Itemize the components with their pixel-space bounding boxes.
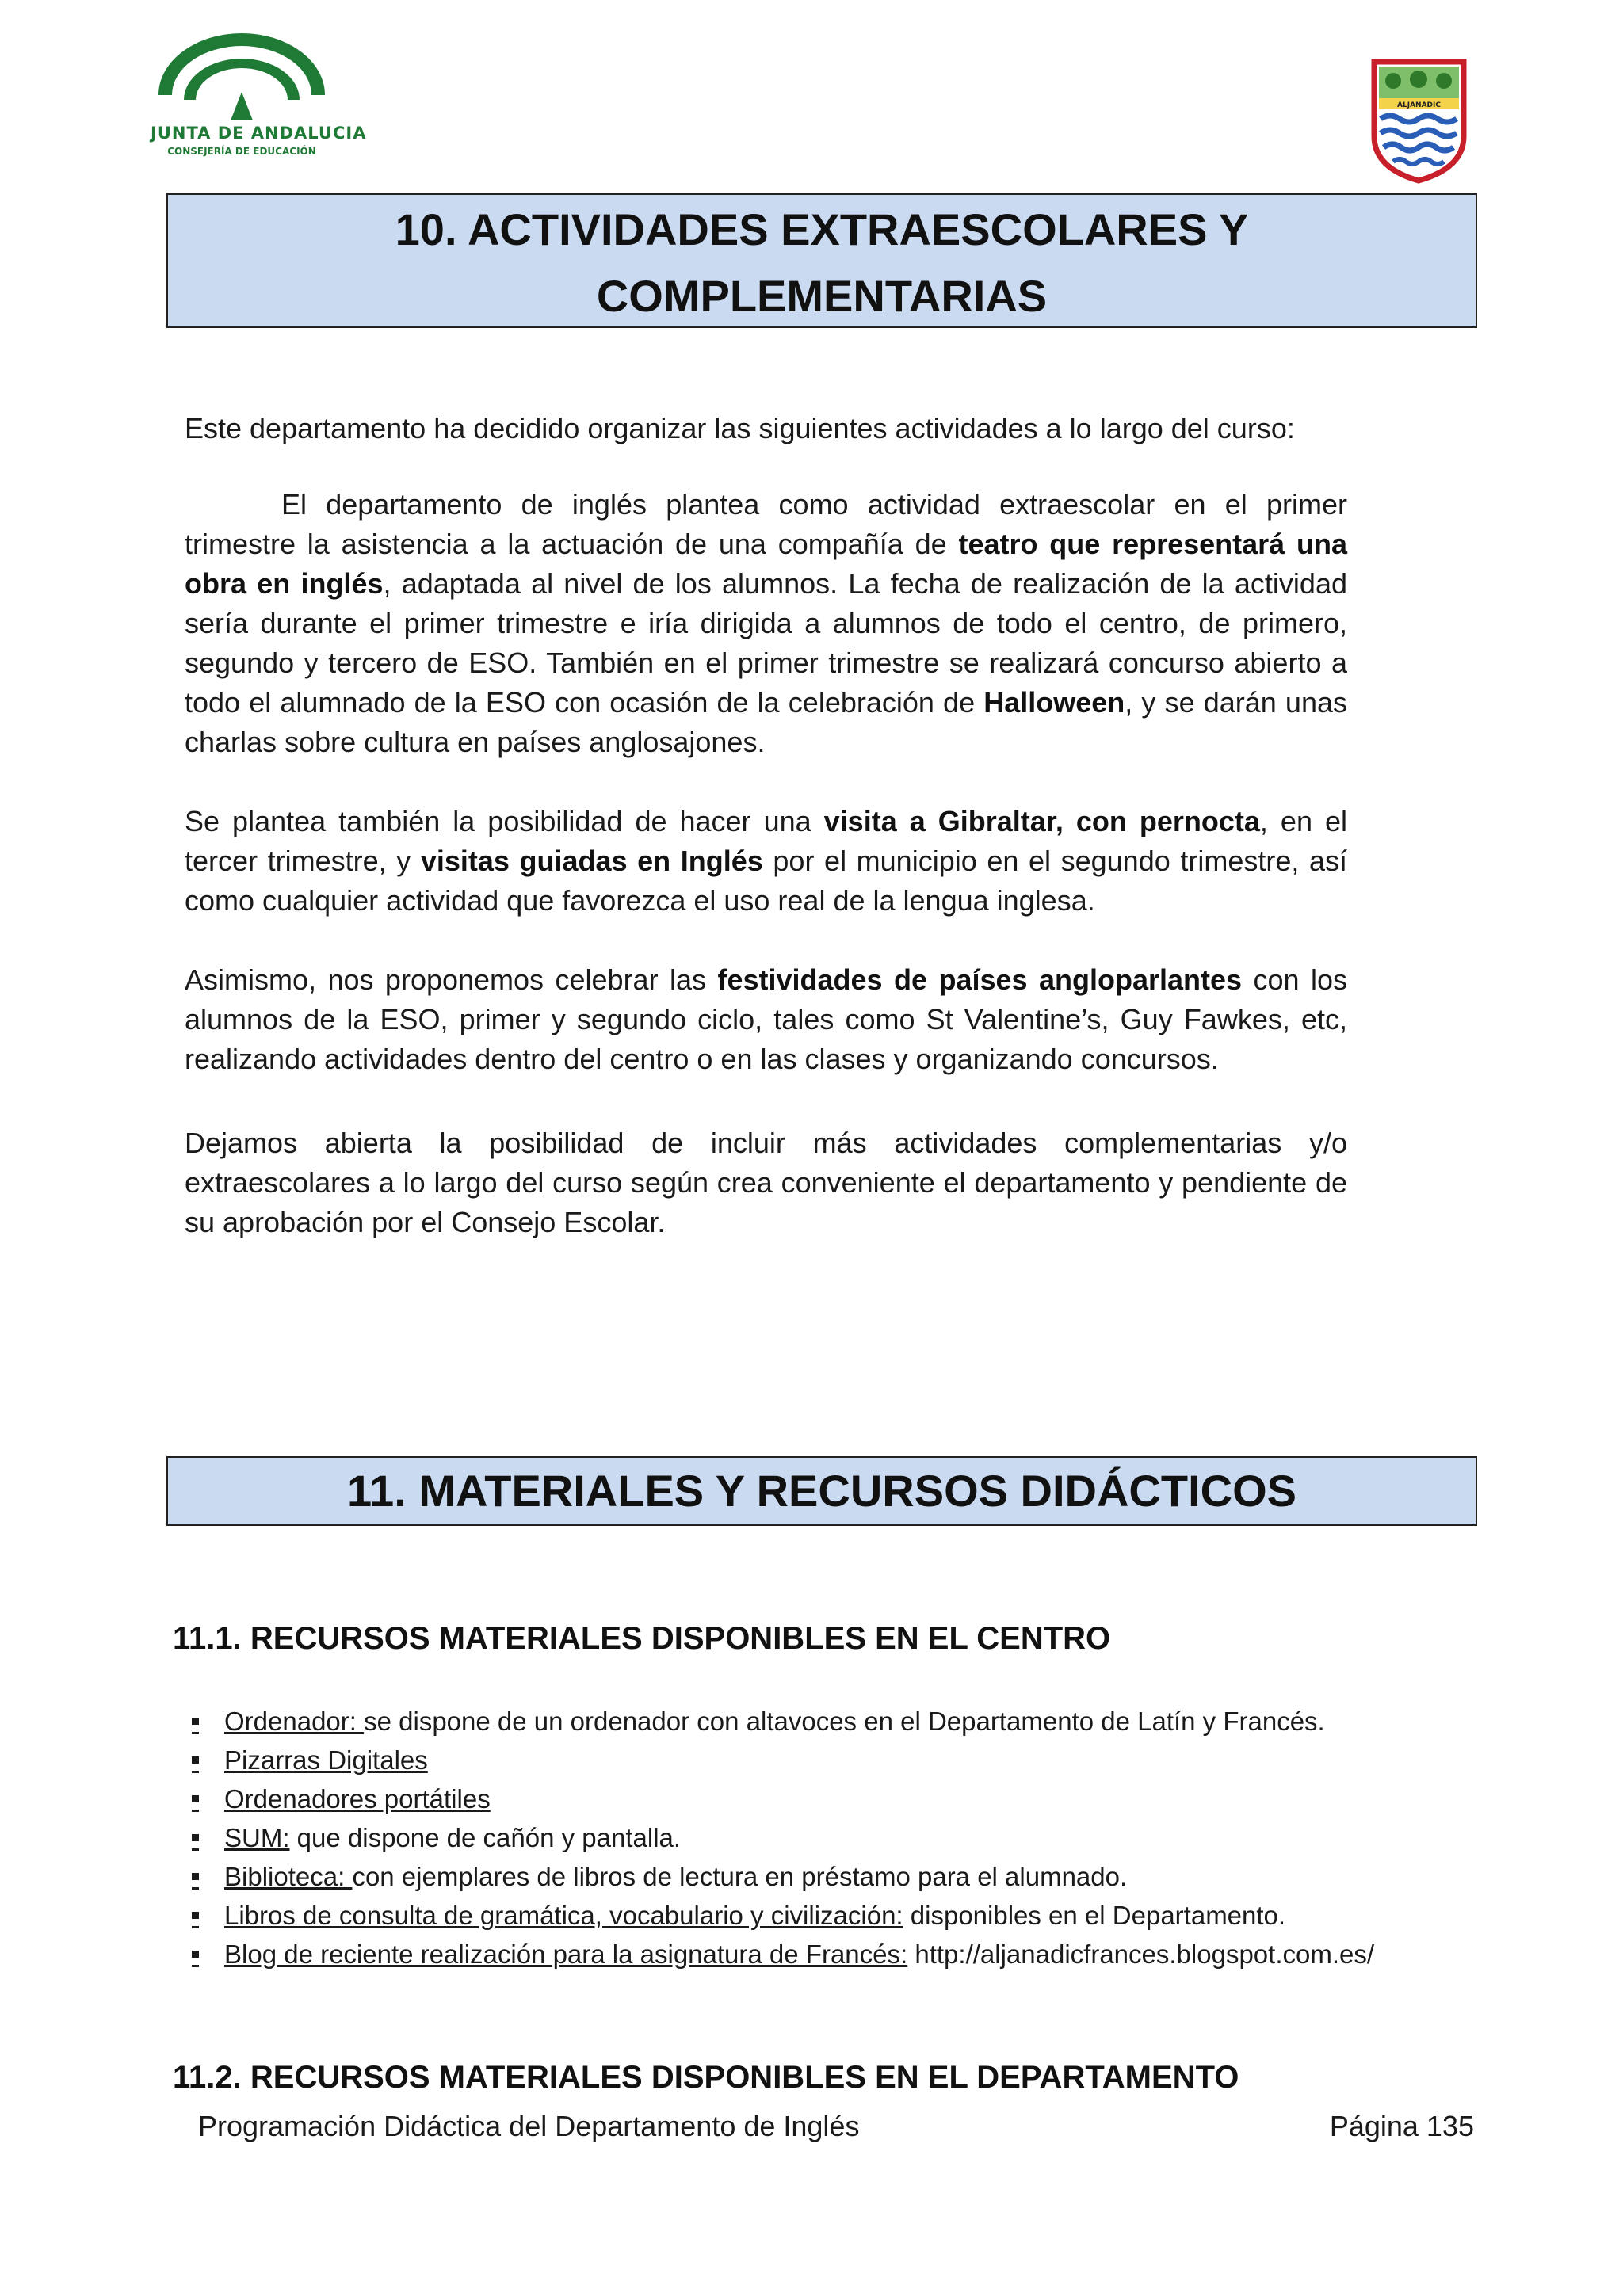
list-item [190, 1857, 1537, 1896]
p1-text-2: , adaptada al nivel de los alumnos. La fecha de realización de la actividad sería durante el primer trimestre e iría dirigida a alumnos de todo el centro, de primero, segundo y tercero de ESO. También en el primer trimestre se realizará concurso abierto a todo el alumnado de la ESO con ocasión de la celebración de [185, 567, 1347, 719]
resource-label: SUM: [224, 1823, 290, 1852]
p2-text-3: por el municipio en el segundo trimestre, así como cualquier actividad que favorezca el uso real de la lengua inglesa. [185, 845, 1347, 917]
p2-text-1: Se plantea también la posibilidad de hacer una [185, 805, 824, 837]
resource-text: disponibles en el Departamento. [903, 1901, 1286, 1930]
section-10-title-box [166, 193, 1477, 328]
list-item [190, 1818, 1537, 1857]
list-item [190, 1702, 1537, 1741]
p3-text-1: Asimismo, nos proponemos celebrar las [185, 963, 718, 996]
square-bullet-icon [192, 1795, 199, 1802]
shield-text: ALJANADIC [1397, 101, 1441, 109]
resource-label: Libros de consulta de gramática, vocabulario y civilización: [224, 1901, 903, 1930]
paragraph-festivities [185, 960, 1347, 1079]
list-item [190, 1935, 1537, 1974]
list-item [190, 1779, 1537, 1818]
p3-text-2: con los alumnos de la ESO, primer y segundo ciclo, tales como St Valentine’s, Guy Fawkes, etc, realizando actividades dentro del centro o en las clases y organizando concursos. [185, 963, 1347, 1075]
list-item [190, 1896, 1537, 1935]
section-11-title-box [166, 1456, 1477, 1526]
junta-logo-mark [151, 22, 333, 125]
footer-document-title: Programación Didáctica del Departamento de Inglés [198, 2110, 860, 2142]
p1-text-1: El departamento de inglés plantea como actividad extraescolar en el primer trimestre la asistencia a la actuación de una compañía de [185, 488, 1347, 560]
square-bullet-icon [192, 1873, 199, 1880]
subsection-11-1-heading: 11.1. RECURSOS MATERIALES DISPONIBLES EN EL CENTRO [173, 1621, 1111, 1656]
list-item [190, 1741, 1537, 1779]
resource-label: Biblioteca: [224, 1862, 353, 1891]
intro-paragraph: Este departamento ha decidido organizar las siguientes actividades a lo largo del curso: [185, 412, 1295, 444]
p3-bold-festivities: festividades de países angloparlantes [717, 963, 1243, 996]
p2-bold-gibraltar: visita a Gibraltar, con pernocta [823, 805, 1260, 837]
resource-text: que dispone de cañón y pantalla. [289, 1823, 682, 1852]
p1-text-3: , y se darán unas charlas sobre cultura en países anglosajones. [185, 686, 1347, 758]
p1-bold-theatre: teatro que representará una obra en inglés [185, 528, 1348, 600]
school-shield-logo [1369, 57, 1468, 184]
square-bullet-icon [192, 1951, 199, 1958]
square-bullet-icon [192, 1912, 199, 1919]
section-10-title-line2: COMPLEMENTARIAS [596, 271, 1048, 321]
paragraph-more-activities: Dejamos abierta la posibilidad de incluir más actividades complementarias y/o extraescolares a lo largo del curso según crea conveniente el departamento y pendiente de su aprobación por el Consejo Escolar. [185, 1127, 1347, 1238]
logo-subtitle: CONSEJERÍA DE EDUCACIÓN [167, 146, 316, 157]
resource-text: http://aljanadicfrances.blogspot.com.es/ [907, 1939, 1375, 1969]
junta-andalucia-logo [151, 22, 367, 165]
section-10-title-line1: 10. ACTIVIDADES EXTRAESCOLARES Y [395, 204, 1249, 254]
resource-label: Blog de reciente realización para la asignatura de Francés: [224, 1939, 908, 1969]
p2-bold-guided-visits: visitas guiadas en Inglés [420, 845, 763, 877]
resource-label: Ordenadores portátiles [224, 1784, 491, 1814]
subsection-11-2-heading: 11.2. RECURSOS MATERIALES DISPONIBLES EN EL DEPARTAMENTO [173, 2060, 1239, 2095]
paragraph-theatre [185, 485, 1347, 762]
resource-text: con ejemplares de libros de lectura en préstamo para el alumnado. [352, 1862, 1128, 1891]
resource-text: se dispone de un ordenador con altavoces en el Departamento de Latín y Francés. [364, 1707, 1325, 1736]
resource-label: Ordenador: [224, 1707, 365, 1736]
section-11-title: 11. MATERIALES Y RECURSOS DIDÁCTICOS [347, 1466, 1296, 1516]
resource-label: Pizarras Digitales [224, 1745, 428, 1775]
paragraph-gibraltar [185, 802, 1347, 921]
square-bullet-icon [192, 1834, 199, 1841]
logo-name: JUNTA DE ANDALUCIA [151, 124, 367, 143]
footer-page-number: Página 135 [1329, 2110, 1474, 2142]
square-bullet-icon [192, 1718, 199, 1725]
p1-bold-halloween: Halloween [983, 686, 1125, 719]
p2-text-2: , en el tercer trimestre, y [185, 805, 1348, 877]
square-bullet-icon [192, 1756, 199, 1764]
resources-list [190, 1702, 1537, 1974]
